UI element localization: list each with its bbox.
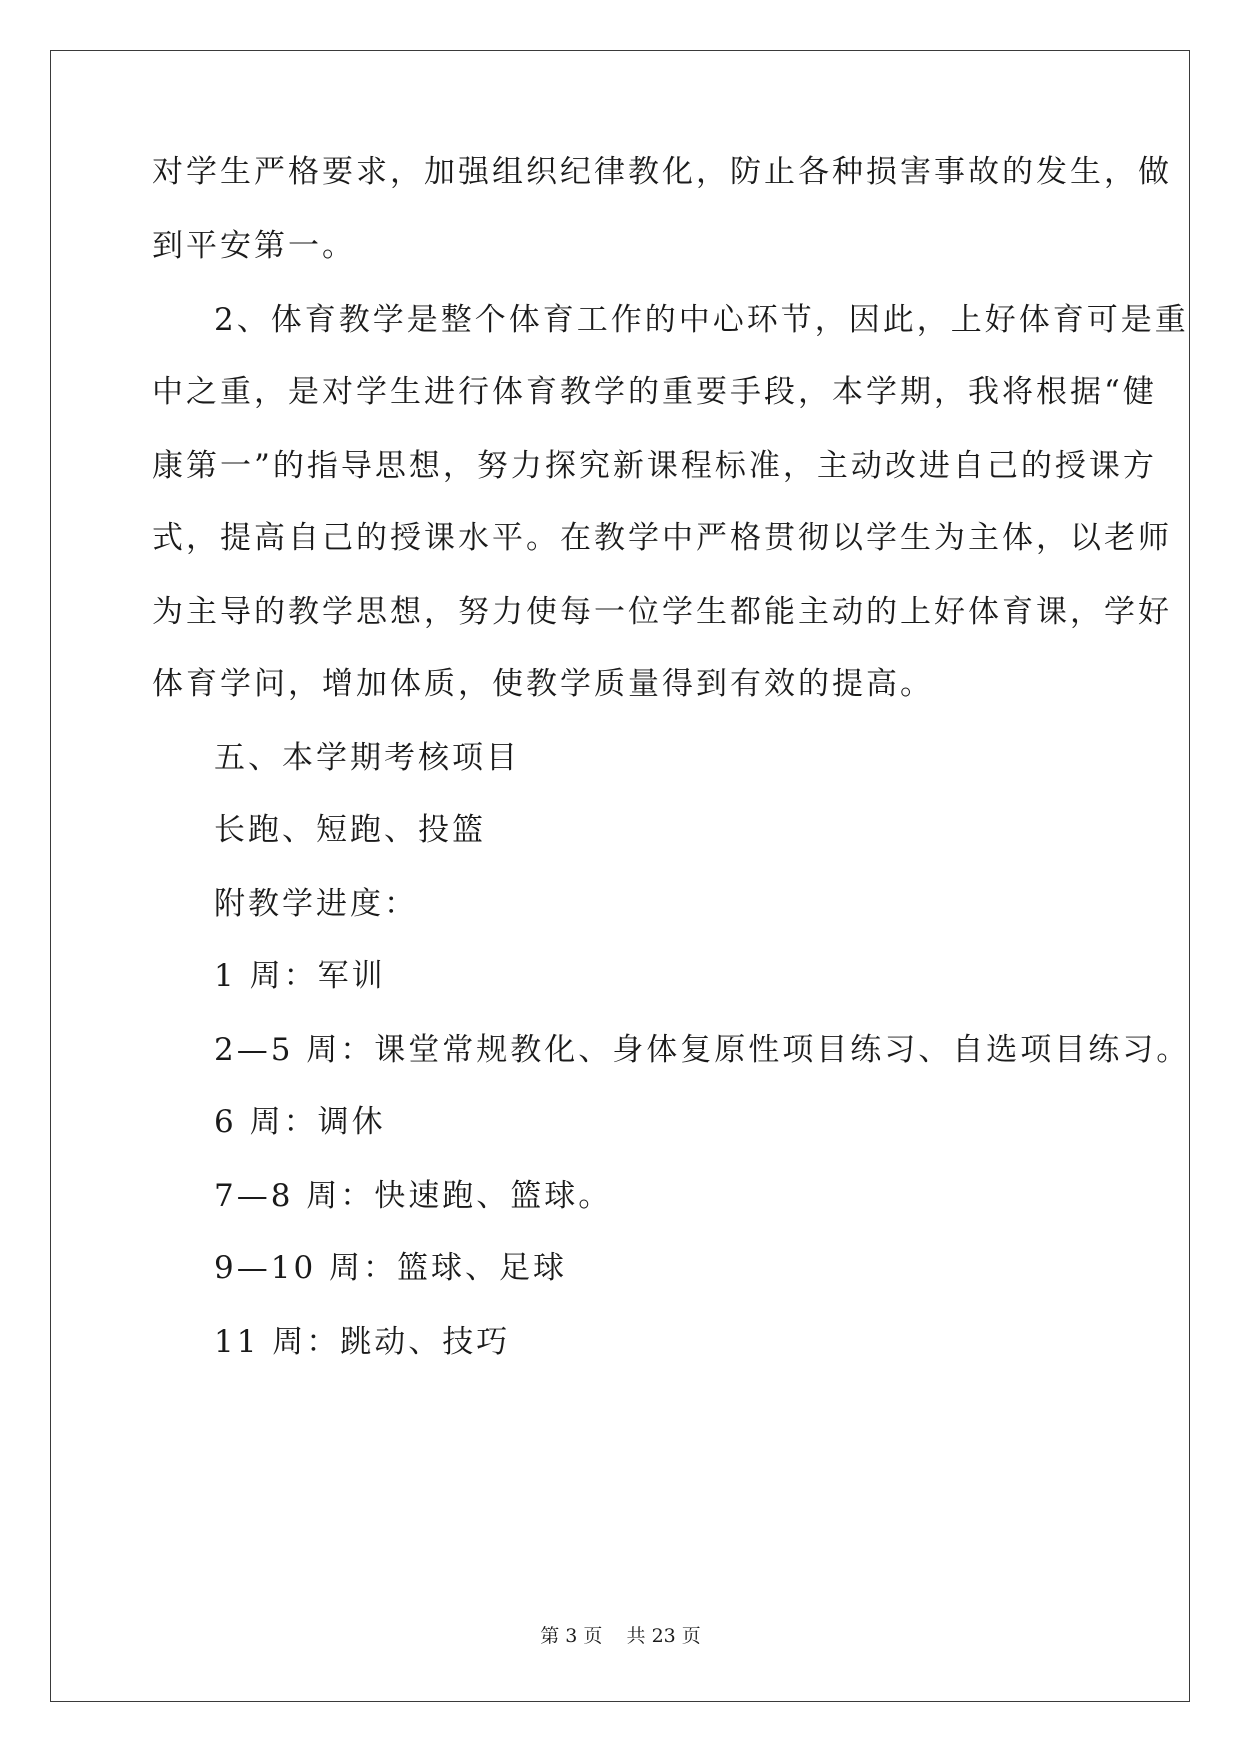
- paragraph-line: 对学生严格要求，加强组织纪律教化，防止各种损害事故的发生，做: [152, 154, 1172, 190]
- page-footer: [0, 1624, 1241, 1648]
- schedule-item: 7—8 周：快速跑、篮球。: [214, 1178, 613, 1214]
- schedule-item: 11 周：跳动、技巧: [214, 1324, 511, 1360]
- schedule-item: 1 周：军训: [214, 958, 386, 994]
- page-number: 第 3 页: [540, 1625, 603, 1647]
- schedule-item: 6 周：调休: [214, 1104, 386, 1140]
- paragraph-line: 中之重，是对学生进行体育教学的重要手段，本学期，我将根据“健: [152, 374, 1157, 410]
- paragraph-line: 式，提高自己的授课水平。在教学中严格贯彻以学生为主体，以老师: [152, 520, 1172, 556]
- section-heading: 五、本学期考核项目: [214, 740, 520, 776]
- paragraph-line: 附教学进度：: [214, 886, 418, 922]
- paragraph-line: 康第一”的指导思想，努力探究新课程标准，主动改进自己的授课方: [152, 448, 1157, 484]
- paragraph-line: 到平安第一。: [152, 228, 356, 264]
- paragraph-line: 体育学问，增加体质，使教学质量得到有效的提高。: [152, 666, 934, 702]
- paragraph-line: 长跑、短跑、投篮: [214, 812, 486, 848]
- paragraph-line: 2、体育教学是整个体育工作的中心环节，因此，上好体育可是重: [214, 302, 1189, 338]
- schedule-item: 9—10 周：篮球、足球: [214, 1250, 568, 1286]
- paragraph-line: 为主导的教学思想，努力使每一位学生都能主动的上好体育课，学好: [152, 594, 1172, 630]
- schedule-item: 2—5 周：课堂常规教化、身体复原性项目练习、自选项目练习。: [214, 1032, 1191, 1068]
- page-border: [50, 50, 1190, 1702]
- page-total: 共 23 页: [626, 1625, 701, 1647]
